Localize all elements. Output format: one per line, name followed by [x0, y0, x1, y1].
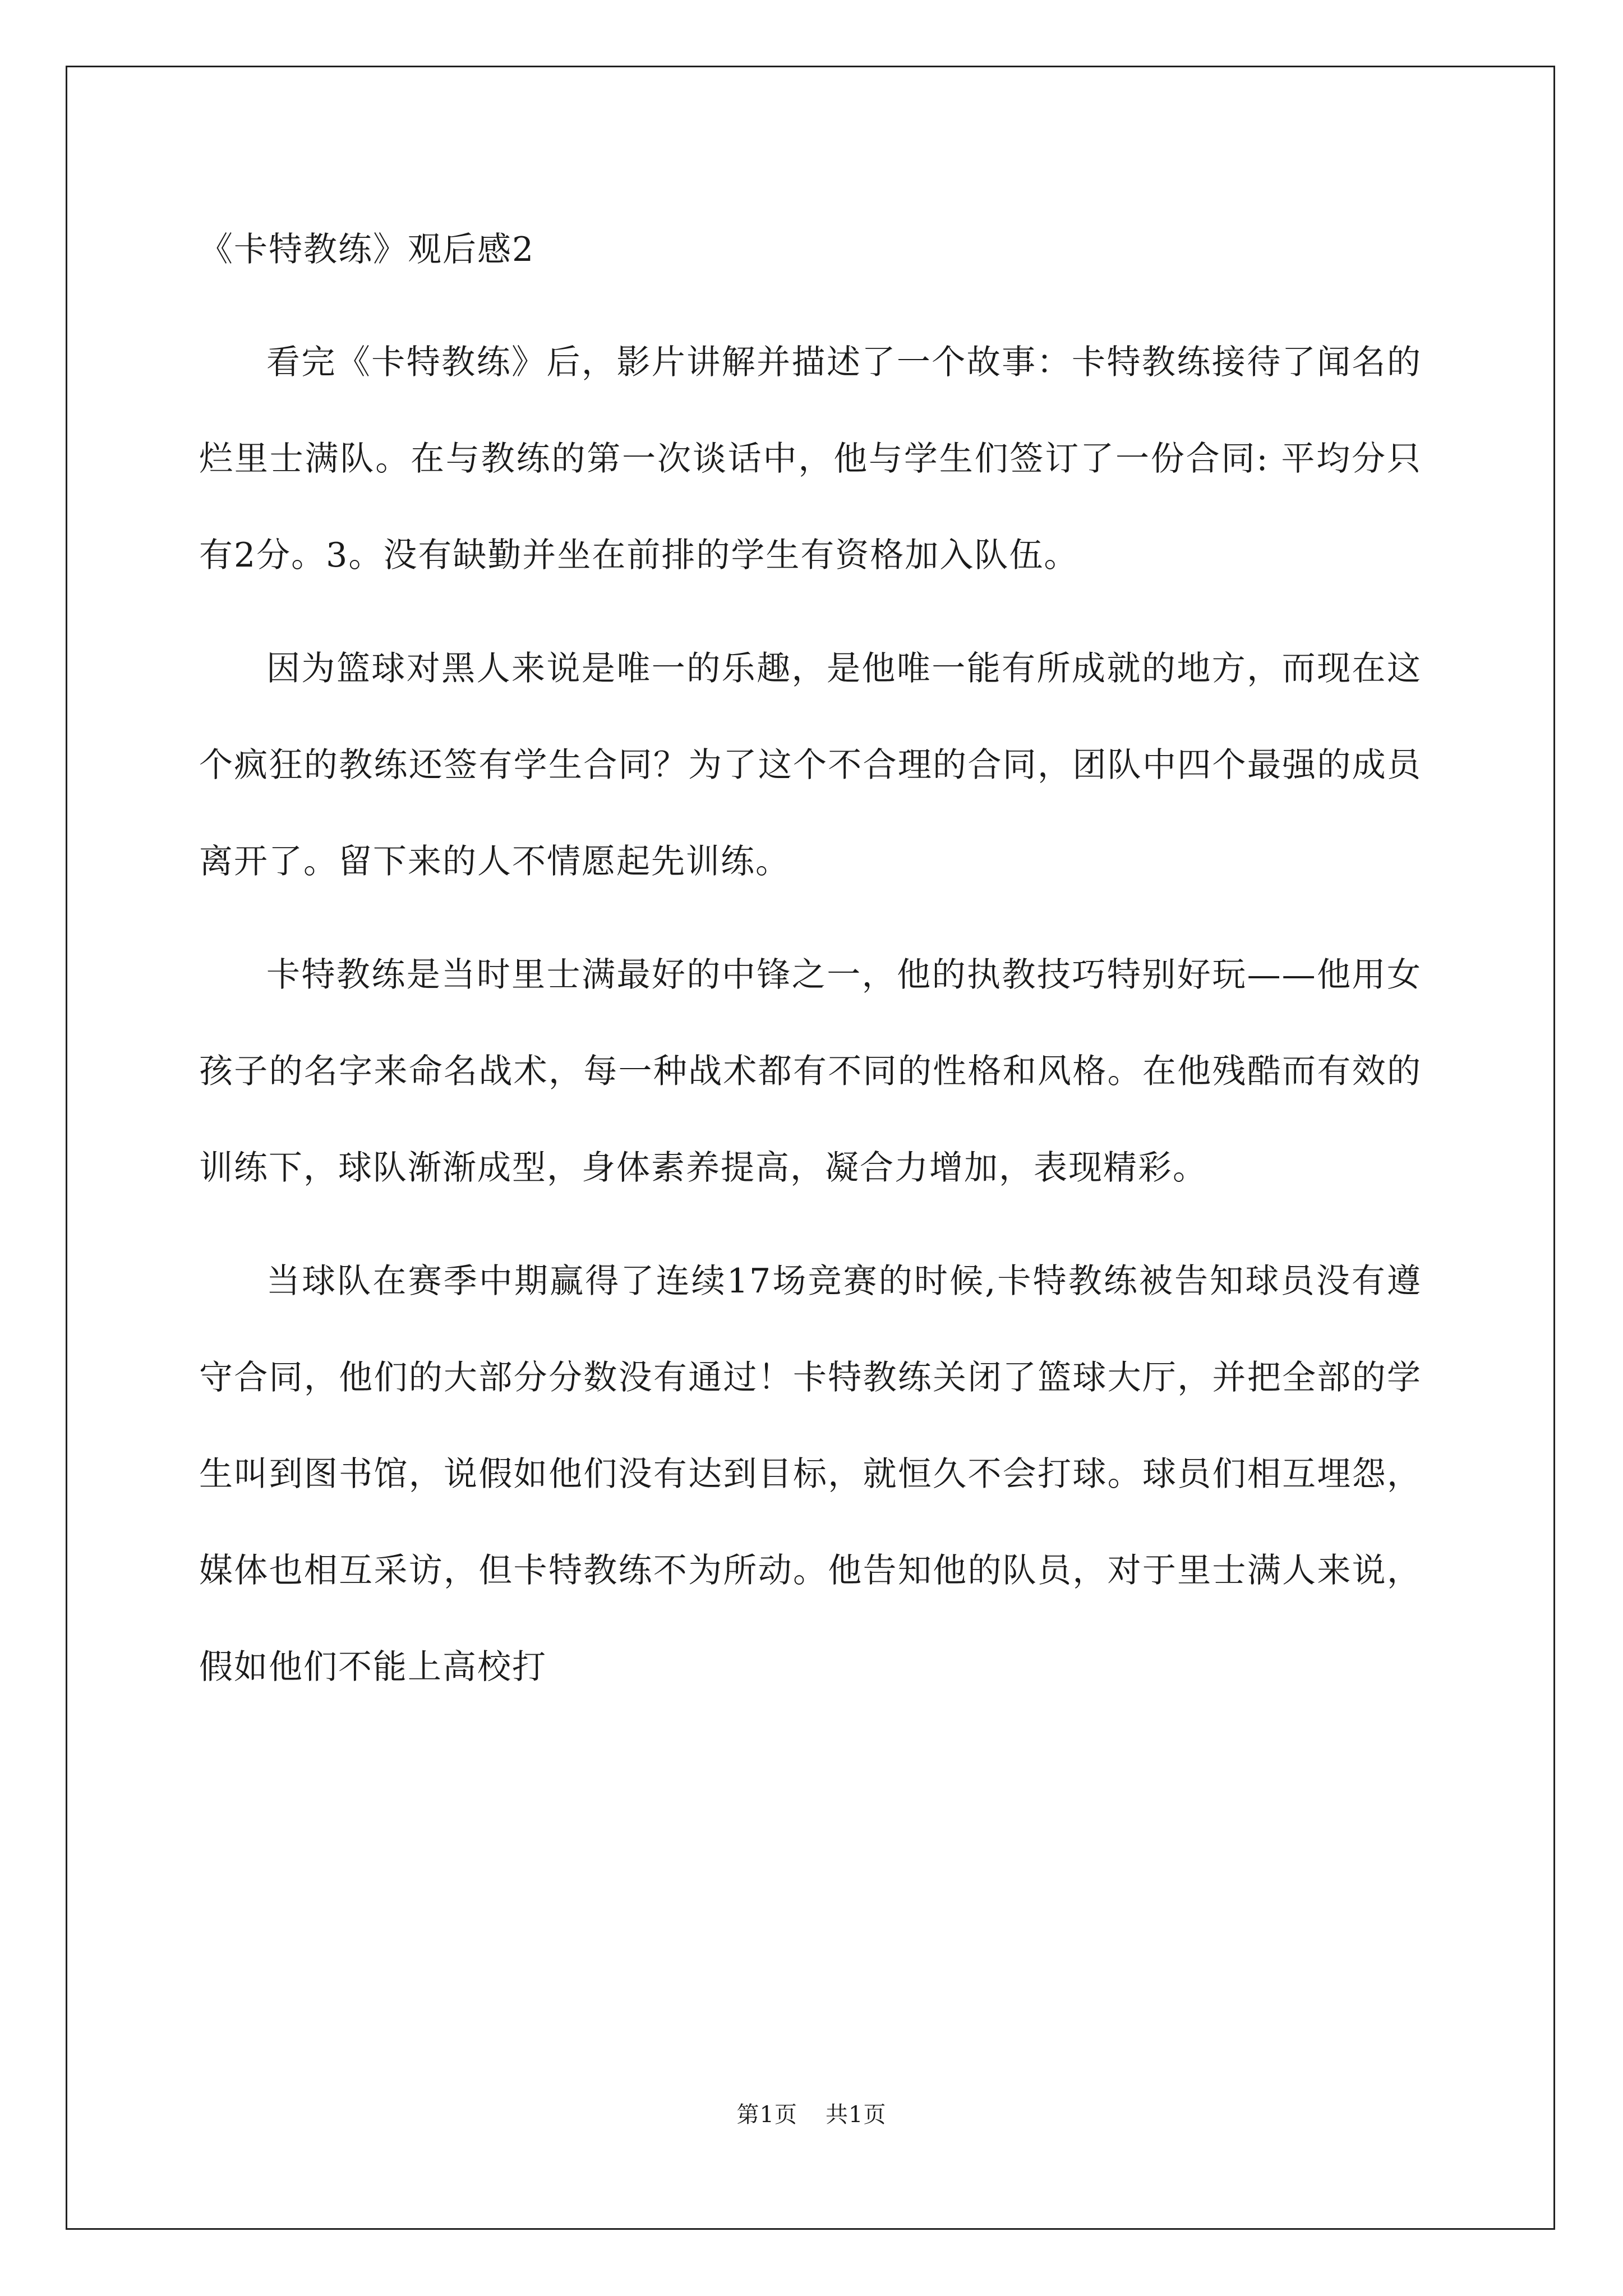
document-body — [199, 202, 1422, 1715]
page-number: 第1页 — [736, 2102, 797, 2128]
paragraph-3: 卡特教练是当时里士满最好的中锋之一，他的执教技巧特别好玩——他用女孩子的名字来命名战术，每一种战术都有不同的性格和风格。在他残酷而有效的训练下，球队渐渐成型，身体素养提高，凝合力增加，表现精彩。 — [199, 955, 1422, 1188]
page-footer — [0, 2098, 1623, 2132]
paragraph-2: 因为篮球对黑人来说是唯一的乐趣，是他唯一能有所成就的地方，而现在这个疯狂的教练还签有学生合同？为了这个不合理的合同，团队中四个最强的成员离开了。留下来的人不情愿起先训练。 — [199, 649, 1422, 881]
paragraph-4: 当球队在赛季中期赢得了连续17场竞赛的时候,卡特教练被告知球员没有遵守合同，他们的大部分分数没有通过！卡特教练关闭了篮球大厅，并把全部的学生叫到图书馆，说假如他们没有达到目标，就恒久不会打球。球员们相互埋怨，媒体也相互采访，但卡特教练不为所动。他告知他的队员，对于里士满人来说，假如他们不能上高校打 — [199, 1262, 1422, 1687]
page-total: 共1页 — [826, 2102, 887, 2128]
document-title: 《卡特教练》观后感2 — [199, 230, 535, 269]
paragraph-1: 看完《卡特教练》后，影片讲解并描述了一个故事：卡特教练接待了闻名的烂里士满队。在与教练的第一次谈话中，他与学生们签订了一份合同: 平均分只有2分。3。没有缺勤并坐在前排的学生有资格加入队伍。 — [199, 343, 1422, 575]
